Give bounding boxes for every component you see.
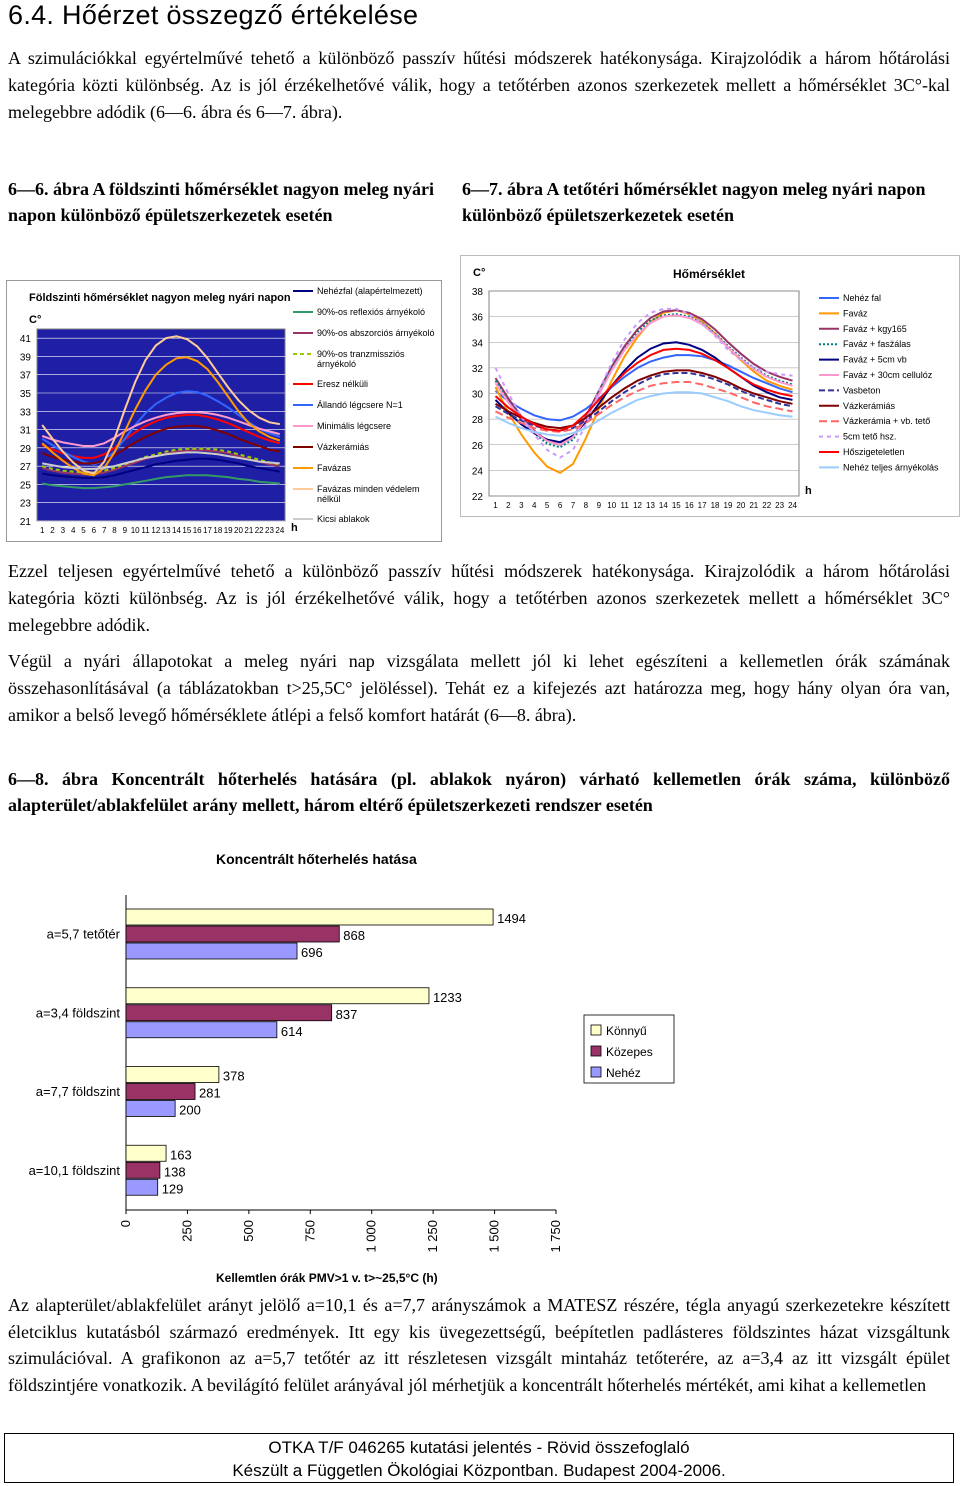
x-tick-label: 16 bbox=[192, 526, 202, 535]
x-tick-label: 24 bbox=[788, 501, 797, 510]
x-tick-label: 17 bbox=[203, 526, 212, 535]
heat-load-bar-chart bbox=[6, 845, 706, 1285]
legend-label: Vázkerámiás bbox=[843, 400, 896, 411]
legend-label: Faváz + fasz̈álas bbox=[843, 339, 911, 350]
x-tick-label: 1 500 bbox=[486, 1220, 502, 1253]
legend-label: Faváz + 5cm vb bbox=[843, 354, 907, 365]
bar bbox=[126, 1022, 277, 1038]
paragraph-4: Az alapterület/ablakfelület arányt jelölő a=10,1 és a=7,7 arányszámok a MATESZ részére, tégla anyagú szerkezetekre készített életciklus kutatásból származó eredmények. Itt egy kis üvegezettségű, beépítetlen padlásteres földszintes házat vizsgáltunk szimulációval. A grafikonon az a=5,7 tetőtér az itt részletesen vizsgált mintaház tetőterére, az a=3,4 az itt vizsgált épület földszintjére vonatkozik. A bevilágító felület arányával jól mérhetjük a koncentrált hőterhelés mértékét, ami kihat a kellemetlen bbox=[8, 1295, 950, 1395]
y-axis-label: C° bbox=[473, 267, 486, 279]
x-tick-label: 18 bbox=[710, 501, 720, 510]
y-tick-label: 32 bbox=[471, 363, 483, 375]
x-tick-label: 14 bbox=[658, 501, 668, 510]
x-tick-label: 17 bbox=[697, 501, 707, 510]
legend-label: 90%-os abszorciós árnyékoló bbox=[317, 328, 435, 338]
section-title: 6.4. Hőérzet összegző értékelése bbox=[8, 0, 419, 30]
legend-label: Közepes bbox=[606, 1045, 653, 1059]
legend-label: Kicsi ablakok bbox=[317, 514, 370, 524]
x-tick-label: 13 bbox=[161, 526, 171, 535]
y-tick-label: 30 bbox=[471, 389, 483, 401]
y-tick-label: 33 bbox=[19, 407, 31, 419]
y-tick-label: 28 bbox=[471, 415, 483, 427]
legend-label: Faváz + kgy165 bbox=[843, 323, 907, 334]
x-tick-label: 0 bbox=[118, 1220, 133, 1228]
legend-swatch bbox=[591, 1046, 601, 1056]
x-tick-label: 15 bbox=[671, 501, 681, 510]
figure-6-6-caption: 6—6. ábra A földszinti hőmérséklet nagyon meleg nyári napon különböző épületszerkezetek esetén bbox=[8, 179, 434, 225]
x-tick-label: 3 bbox=[60, 526, 66, 535]
attic-chart-svg bbox=[461, 256, 959, 516]
x-axis-label: h bbox=[291, 522, 298, 534]
y-tick-label: 26 bbox=[471, 440, 483, 452]
x-tick-label: 1 750 bbox=[548, 1220, 563, 1253]
y-tick-label: 21 bbox=[19, 517, 31, 528]
y-tick-label: 39 bbox=[19, 352, 31, 364]
x-axis-label: h bbox=[805, 485, 812, 497]
bar bbox=[126, 909, 493, 925]
x-tick-label: 20 bbox=[736, 501, 746, 510]
bar bbox=[126, 1101, 175, 1117]
x-tick-label: 22 bbox=[254, 526, 264, 535]
legend-label: 90%-os tranzmissziós bbox=[317, 349, 405, 359]
x-tick-label: 18 bbox=[213, 526, 223, 535]
legend-label: Vázkerámiás bbox=[317, 442, 370, 452]
x-tick-label: 1 bbox=[493, 501, 498, 510]
legend-label: Favázas bbox=[317, 463, 352, 473]
bar bbox=[126, 1162, 160, 1178]
x-tick-label: 11 bbox=[620, 501, 629, 510]
x-tick-label: 500 bbox=[240, 1220, 256, 1242]
x-tick-label: 11 bbox=[141, 526, 150, 535]
bar-value-label: 281 bbox=[199, 1085, 221, 1101]
legend-label: nélkül bbox=[317, 494, 341, 504]
x-tick-label: 2 bbox=[506, 501, 511, 510]
bar-value-label: 868 bbox=[343, 928, 365, 943]
legend-label: Könnyű bbox=[606, 1024, 647, 1038]
legend-label: Eresz nélküli bbox=[317, 379, 369, 389]
x-tick-label: 7 bbox=[570, 501, 576, 510]
report-footer bbox=[4, 1433, 954, 1483]
bar bbox=[126, 988, 429, 1004]
x-tick-label: 19 bbox=[223, 526, 233, 535]
x-tick-label: 21 bbox=[244, 526, 254, 535]
legend-label: Nehéz fal bbox=[843, 293, 882, 303]
y-tick-label: 24 bbox=[471, 466, 483, 478]
bar-value-label: 614 bbox=[280, 1023, 303, 1039]
x-tick-label: 23 bbox=[775, 501, 785, 510]
x-tick-label: 4 bbox=[531, 501, 537, 510]
bar-value-label: 1233 bbox=[432, 989, 462, 1005]
legend-label: Vasbeton bbox=[843, 385, 881, 396]
legend-label: Faváz + 30cm cellulóz bbox=[843, 370, 933, 380]
bar bbox=[126, 1145, 166, 1161]
footer-line-2: Készült a Független Ökológiai Központban. Budapest 2004-2006. bbox=[232, 1461, 726, 1480]
bar bbox=[126, 1067, 219, 1083]
legend-label: árnyékoló bbox=[317, 359, 357, 369]
x-tick-label: 24 bbox=[275, 526, 285, 535]
x-tick-label: 10 bbox=[607, 501, 617, 510]
x-tick-label: 1 250 bbox=[425, 1220, 441, 1253]
attic-temperature-chart bbox=[460, 255, 960, 517]
figure-6-7-caption: 6—7. ábra A tetőtéri hőmérséklet nagyon meleg nyári napon különböző épületszerkezetek esetén bbox=[462, 179, 926, 225]
figure-6-8-caption: 6—8. ábra Koncentrált hőterhelés hatására (pl. ablakok nyáron) várható kellemetlen órák száma, különböző alapterület/ablakfelület arány mellett, három eltérő épületszerkezeti rendszer esetén bbox=[8, 769, 950, 815]
bar bbox=[126, 926, 339, 942]
ground-floor-temperature-chart bbox=[6, 280, 442, 542]
x-tick-label: 23 bbox=[265, 526, 274, 535]
category-label: a=3,4 földszint bbox=[35, 1005, 120, 1021]
bar-value-label: 163 bbox=[170, 1147, 192, 1163]
chart-title: Földszinti hőmérséklet nagyon meleg nyári napon bbox=[29, 292, 291, 304]
x-tick-label: 3 bbox=[519, 501, 524, 510]
legend-label: Vázkerámia + vb. tető bbox=[843, 416, 931, 427]
x-tick-label: 9 bbox=[122, 526, 128, 535]
y-tick-label: 22 bbox=[471, 492, 483, 503]
x-tick-label: 10 bbox=[130, 526, 140, 535]
bar-value-label: 129 bbox=[161, 1181, 184, 1197]
footer-line-1: OTKA T/F 046265 kutatási jelentés - Rövid összefoglaló bbox=[268, 1438, 690, 1457]
x-tick-label: 1 bbox=[39, 526, 45, 535]
paragraph-2: Ezzel teljesen egyértelművé tehető a különböző passzív hűtési módszerek hatékonysága. Kirajzolódik a három hőtárolási kategória közti különbség. Az is jól érzékelhetővé válik, hogy a tetőtérben azonos szerkezetek mellett a hőmérséklet 3C° melegebbre adódik. bbox=[8, 561, 950, 635]
category-label: a=5,7 tetőtér bbox=[46, 926, 120, 942]
x-tick-label: 21 bbox=[749, 501, 759, 510]
y-tick-label: 23 bbox=[19, 498, 31, 510]
bar bbox=[126, 1084, 195, 1100]
y-tick-label: 25 bbox=[19, 480, 31, 492]
chart-title: Koncentrált hőterhelés hatása bbox=[216, 851, 417, 867]
x-tick-label: 9 bbox=[596, 501, 602, 510]
y-axis-label: C° bbox=[29, 314, 42, 326]
legend-label: 90%-os reflexiós árnyékoló bbox=[317, 307, 426, 317]
x-tick-label: 15 bbox=[182, 526, 192, 535]
legend-label: Minimális légcsere bbox=[317, 421, 392, 431]
chart-title: Hőmérséklet bbox=[673, 267, 746, 281]
legend-label: Favázas minden védelem bbox=[317, 484, 420, 494]
y-tick-label: 38 bbox=[471, 287, 483, 298]
bar-value-label: 200 bbox=[179, 1102, 201, 1118]
x-tick-label: 7 bbox=[101, 526, 107, 535]
x-tick-label: 4 bbox=[70, 526, 76, 535]
category-label: a=7,7 földszint bbox=[35, 1084, 120, 1099]
x-axis-label: Kellemtlen órák PMV>1 v. t>~25,5°C (h) bbox=[216, 1271, 438, 1285]
legend-label: Hőszigeteletlen bbox=[843, 447, 905, 457]
x-tick-label: 5 bbox=[544, 501, 550, 510]
y-tick-label: 29 bbox=[19, 443, 31, 455]
x-tick-label: 750 bbox=[302, 1220, 318, 1242]
legend-label: 5cm tető hsz. bbox=[843, 431, 897, 442]
x-tick-label: 22 bbox=[762, 501, 772, 510]
legend-swatch bbox=[591, 1067, 601, 1077]
x-tick-label: 19 bbox=[723, 501, 733, 510]
ground-floor-chart-svg bbox=[7, 281, 441, 541]
x-tick-label: 14 bbox=[172, 526, 181, 535]
x-tick-label: 8 bbox=[583, 501, 589, 510]
bar bbox=[126, 943, 297, 959]
category-label: a=10,1 földszint bbox=[28, 1162, 120, 1178]
x-tick-label: 2 bbox=[50, 526, 55, 535]
x-tick-label: 1 000 bbox=[363, 1220, 379, 1253]
x-tick-label: 250 bbox=[179, 1220, 195, 1242]
bar bbox=[126, 1005, 332, 1021]
bar-value-label: 837 bbox=[335, 1006, 358, 1022]
intro-paragraph: A szimulációkkal egyértelművé tehető a különböző passzív hűtési módszerek hatékonysága. Kirajzolódik a három hőtárolási kategória közti különbség. Az is jól érzékelhetővé válik, hogy a tetőtérben azonos szerkezetek mellett a hőmérséklet 3C°-kal melegebbre adódik (6—6. ábra és 6—7. ábra). bbox=[8, 48, 950, 122]
legend-label: Állandó légcsere N=1 bbox=[317, 400, 403, 410]
x-tick-label: 8 bbox=[112, 526, 117, 535]
legend-label: Nehéz bbox=[606, 1066, 641, 1080]
bar-value-label: 1494 bbox=[497, 911, 527, 926]
bar-value-label: 378 bbox=[222, 1068, 245, 1084]
paragraph-3: Végül a nyári állapotokat a meleg nyári nap vizsgálata mellett jól ki lehet egészíteni a kellemetlen órák számának összehasonlításával (a táblázatokban t>25,5C° jelöléssel). Tehát ez a kifejezés azt határozza meg, hogy hány olyan óra van, amikor a belső levegő hőmérséklete átlépi a felső komfort határát (6—8. ábra). bbox=[8, 651, 950, 725]
y-tick-label: 41 bbox=[19, 334, 31, 346]
legend-label: Faváz bbox=[843, 308, 868, 319]
bar-value-label: 138 bbox=[163, 1164, 186, 1180]
x-tick-label: 12 bbox=[151, 526, 161, 535]
bar bbox=[126, 1179, 158, 1195]
x-tick-label: 13 bbox=[646, 501, 655, 510]
y-tick-label: 36 bbox=[471, 312, 483, 324]
y-tick-label: 34 bbox=[471, 338, 483, 350]
x-tick-label: 6 bbox=[91, 526, 97, 535]
bar-value-label: 696 bbox=[301, 945, 323, 960]
legend-swatch bbox=[591, 1025, 601, 1035]
y-tick-label: 31 bbox=[19, 425, 31, 437]
y-tick-label: 37 bbox=[19, 370, 31, 382]
y-tick-label: 27 bbox=[19, 462, 31, 474]
legend-label: Nehéz teljes árnyékolás bbox=[843, 462, 939, 473]
x-tick-label: 12 bbox=[633, 501, 642, 510]
x-tick-label: 20 bbox=[234, 526, 243, 535]
heat-load-chart-svg bbox=[6, 845, 706, 1285]
y-tick-label: 35 bbox=[19, 389, 31, 400]
x-tick-label: 5 bbox=[81, 526, 86, 535]
legend-label: Nehézfal (alapértelmezett) bbox=[317, 286, 423, 296]
x-tick-label: 6 bbox=[557, 501, 563, 510]
x-tick-label: 16 bbox=[684, 501, 694, 510]
